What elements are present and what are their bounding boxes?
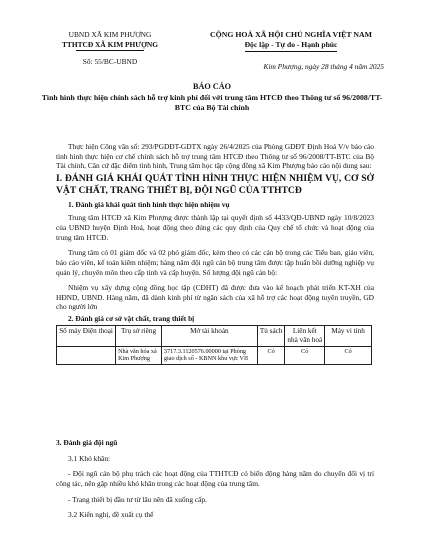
difficulty-staff: - Đội ngũ cán bộ phụ trách các hoạt động của TTHTCĐ có biến động hàng năm do chuyển đổi vị trí công tác, nên gặp nhiều khó khăn trong các hoạt động của trung tâm. xyxy=(56,469,374,488)
document-date: Kim Phượng, ngày 28 tháng 4 năm 2025 xyxy=(263,61,384,71)
col-bookcase: Tủ sách xyxy=(257,325,285,346)
national-title: CỘNG HOÀ XÃ HỘI CHỦ NGHĨA VIỆT NAM xyxy=(210,30,372,39)
motto-underline xyxy=(245,51,337,52)
col-account: Mở tài khoản xyxy=(161,325,257,346)
paragraph-establishment: Trung tâm HTCĐ xã Kim Phượng được thành lập tại quyết định số 4433/QĐ-UBND ngày 10/8/2023 của UBND huyện Định Hoá, hoạt động theo đúng các quy định của Quy chế tổ chức và hoạt động của trung tâm HTCĐ. xyxy=(56,213,374,242)
report-body-lower xyxy=(56,436,374,520)
paragraph-tasks: Nhiệm vụ xây dựng cộng đồng học tập (CĐHT) đã được đưa vào kế hoạch phát triển KT-XH của HĐND, UBND. Hàng năm, đã dành kinh phí từ ngân sách của xã hỗ trợ các hoạt động tuyên truyền, GD cho người lớn xyxy=(56,283,374,312)
agency-name: TTHTCĐ XÃ KIM PHƯỢNG xyxy=(61,39,158,49)
table-header-row xyxy=(57,325,372,346)
cell-office: Nhà văn hóa xã Kim Phượng xyxy=(116,346,162,365)
section-1-heading: I. ĐÁNH GIÁ KHÁI QUÁT TÌNH HÌNH THỰC HIỆN NHIỆM VỤ, CƠ SỞ VẬT CHẤT, TRANG THIẾT BỊ, ĐỘI NGŨ CỦA TTHTCĐ xyxy=(56,172,374,196)
col-culture-house: Liên kết nhà văn hoá xyxy=(285,325,325,346)
agency-header xyxy=(50,30,170,67)
difficulties-heading: 3.1 Khó khăn: xyxy=(68,453,111,463)
col-phone: Số máy Điện thoại xyxy=(57,325,116,346)
recommendations-heading: 3.2 Kiến nghị, đề xuất cụ thể xyxy=(68,510,154,520)
cell-phone xyxy=(57,346,116,365)
subsection-3-heading: 3. Đánh giá đội ngũ xyxy=(56,438,118,447)
report-title-subject: Tình hình thực hiện chính sách hỗ trợ kinh phí đối với trung tâm HTCĐ theo Thông tư số 96/2008/TT-BTC của Bộ Tài chính xyxy=(41,92,383,113)
difficulty-equipment: - Trang thiết bị đầu tư từ lâu nên đã xuống cấp. xyxy=(68,494,207,504)
report-body xyxy=(56,142,374,365)
national-motto: Độc lập - Tự do - Hạnh phúc xyxy=(244,40,338,50)
national-header xyxy=(196,30,386,72)
cell-culture-house: Có xyxy=(285,346,325,365)
agency-parent: UBND XÃ KIM PHƯỢNG xyxy=(68,30,152,39)
cell-computer: Có xyxy=(325,346,372,365)
intro-paragraph: Thực hiện Công văn số: 293/PGDĐT-GDTX ngày 26/4/2025 của Phòng GDĐT Định Hoá V/v báo cáo tình hình thực hiện cơ chế chính sách hỗ trợ trung tâm HTCĐ theo Thông tư số 96/2008/TT-BTC của Bộ Tài chính, Căn cứ đặc điểm tình hình, Trung tâm học tập cộng đồng xã Kim Phượng báo cáo nội dung sau: xyxy=(56,142,374,171)
facilities-table xyxy=(56,325,372,366)
report-title xyxy=(40,82,384,114)
report-title-main: BÁO CÁO xyxy=(193,82,231,91)
subsection-1-heading: 1. Đánh giá khái quát tình hình thực hiện nhiệm vụ xyxy=(68,199,230,209)
cell-bookcase: Có xyxy=(257,346,285,365)
table-row xyxy=(57,346,372,365)
paragraph-staff: Trung tâm có 01 giám đốc và 02 phó giám đốc, kèm theo có các cán bộ trong các Tiểu ban, giáo viên, báo cáo viên, kế toán kiêm nhiệm; hàng năm đội ngũ cán bộ trung tâm được tập huấn bồi dưỡng nghiệp vụ quản lý, chuyên môn theo cấp tỉnh và cấp huyện. Số lượng đội ngũ cán bộ: xyxy=(56,248,374,277)
agency-underline xyxy=(76,50,144,51)
document-number: Số: 55/BC-UBND xyxy=(82,57,138,67)
cell-account: 3717.3.1120576.00000 tại Phòng giao dịch số - KBNN khu vực VII xyxy=(161,346,257,365)
col-computer: Máy vi tính xyxy=(325,325,372,346)
col-office: Trụ sở riêng xyxy=(116,325,162,346)
subsection-2-heading: 2. Đánh giá cơ sở vật chất, trang thiết bị xyxy=(68,314,195,324)
